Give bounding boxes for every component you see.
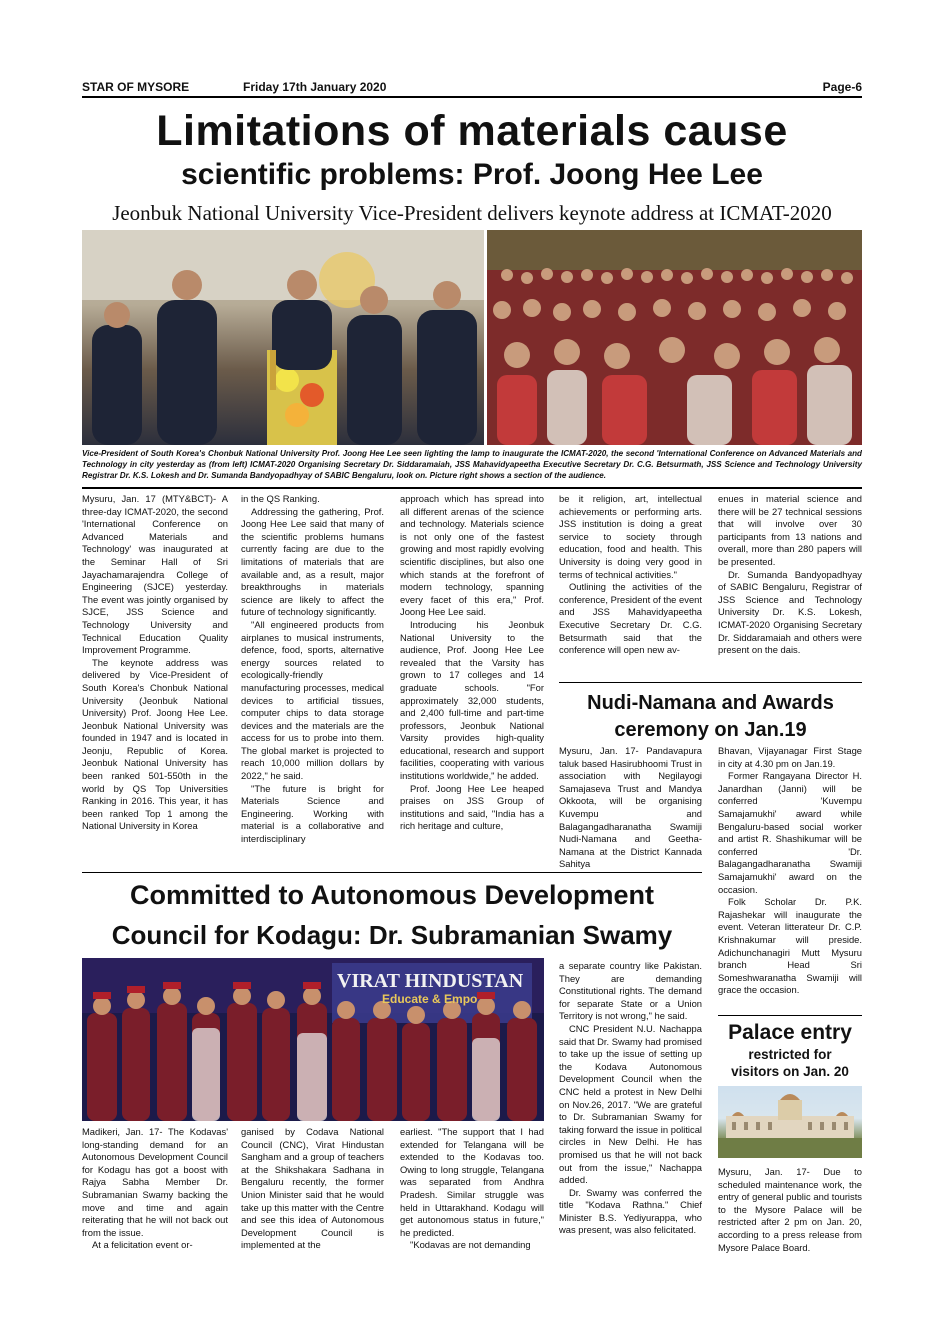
main-headline-line1: Limitations of materials cause	[156, 107, 788, 155]
paragraph: "Kodavas are not demanding	[410, 1239, 531, 1251]
main-column-5	[718, 493, 862, 657]
photo-caption: Vice-President of South Korea's Chonbuk National University Prof. Joong Hee Lee seen lighting the lamp to inaugurate the ICMAT-2020, the second 'International Conference on Advanced Materials and Technology in city yesterday as (from left) ICMAT-2020 Organising Secretary Dr. Siddaramaiah, JSS Mahavidyapeetha Executive Secretary Dr. C.G. Betsurmath, JSS Science and Technology University Registrar Dr. K.S. Lokesh and Dr. Sumanda Bandyopadhyay of SABIC Bengaluru, look on. Picture right shows a section of the audience.	[82, 449, 862, 481]
paragraph: earliest. "The support that I had extended for Telangana will be extended to the Kodavas too. Owing to long struggle, Telangana was separated from Andhra Pradesh. Similar struggle was held in Uttarakhand. Kodagu will get autonomous status in future," he predicted.	[400, 1126, 544, 1238]
caption-rule	[82, 487, 862, 489]
palace-photo-art	[718, 1086, 862, 1158]
lamp-lighting-photo-art	[82, 230, 484, 445]
nudi-headline-line1: Nudi-Namana and Awards	[587, 692, 834, 714]
kodagu-headline-line1: Committed to Autonomous Development	[130, 880, 654, 910]
main-deck: Jeonbuk National University Vice-President delivers keynote address at ICMAT-2020	[112, 201, 832, 225]
paragraph: "The future is bright for Materials Science and Engineering. Working with material is a collaborative and interdisciplinary	[241, 782, 384, 845]
header-rule	[82, 96, 862, 98]
palace-photo	[718, 1086, 862, 1158]
banner-text-line2: Educate & Empo	[382, 992, 478, 1006]
newspaper-name: STAR OF MYSORE	[82, 80, 190, 94]
paragraph: approach which has spread into all different arenas of the science and technology. Materials science is not only one of the fastest growing and most rapidly evolving scientific disciplines, but also one which stands at the forefront of modern technology, spanning every facet of this era," Prof. Joong Hee Lee said.	[400, 493, 544, 618]
paragraph: Dr. Sumanda Bandyopadhyay of SABIC Bengaluru, Registrar of JSS Science and Technology University Dr. K.S. Lokesh, ICMAT-2020 Organising Secretary Dr. Siddaramaiah and others were present on the dais.	[718, 568, 862, 656]
paragraph: Introducing his Jeonbuk National University to the audience, Prof. Joong Hee Lee revealed that the Varsity has grown to 17 colleges and 14 graduate schools. "For approximately 32,000 students, and 2,400 full-time and part-time professors, Jeonbuk National Varsity provides high-quality educational, research and support facilities, cooperating with various institutions worldwide," he added.	[400, 618, 544, 782]
paragraph: "All engineered products from airplanes to musical instruments, defence, food, sports, alternative energy sources related to ecologically-friendly manufacturing processes, medical devices to artificial tissues, computer chips to data storage devices and the materials are the access for us to probe into them. The global market is projected to reach 10,000 million dollars by 2022," he said.	[241, 618, 384, 782]
paragraph: a separate country like Pakistan. They are demanding Constitutional rights. The demand for separate State or a Union Territory is not wrong," he said.	[559, 960, 702, 1022]
kodagu-headline-line2: Council for Kodagu: Dr. Subramanian Swamy	[111, 920, 673, 950]
audience-photo	[487, 230, 862, 445]
nudi-column-2	[718, 745, 862, 997]
paragraph: Addressing the gathering, Prof. Joong Hee Lee said that many of the scientific problems humans currently facing are due to the limitations of materials that are available and, as a result, major breakthroughs in materials science are likely to affect the future of technology significantly.	[241, 505, 384, 618]
paragraph: Mysuru, Jan. 17 (MTY&BCT)- A three-day ICMAT-2020, the second 'International Conference on Advanced Materials and Technology' was inaugurated at the Seminar Hall of Sri Jayachamarajendra College of Engineering (SJCE) yesterday. The event was jointly organised by SJCE, JSS Science and Technology University and Technical Education Quality Improvement Programme.	[82, 493, 228, 656]
paragraph: Former Rangayana Director H. Janardhan (Janni) will be conferred 'Kuvempu Samajamukhi' award while Bengaluru-based social worker and artist R. Shashikumar will be conferred 'Dr. Balagangadharanatha Swamiji Samajamukhi' award on the occasion.	[718, 770, 862, 895]
paragraph: Madikeri, Jan. 17- The Kodavas' long-standing demand for an Autonomous Development Council for Kodagu has got a boost with Rajya Sabha Member Dr. Subramanian Swamy backing the move and time and again reiterating that he will not back out from the issue.	[82, 1126, 228, 1238]
palace-column	[718, 1166, 862, 1254]
paragraph: ganised by Codava National Council (CNC), Virat Hindustan Sangham and a group of teachers at the Shikshakara Sadhana in Bengaluru recently, the former Union Minister said that he would take up this matter with the Centre and see this idea of Autonomous Development Council is implemented at the	[241, 1126, 384, 1251]
banner-text-line1: VIRAT HINDUSTAN	[337, 970, 524, 992]
nudi-headline-line2: ceremony on Jan.19	[614, 719, 807, 741]
paragraph: enues in material science and there will be 27 technical sessions that will involve over 30 participants from 13 nations and overall, more than 280 papers will be presented.	[718, 493, 862, 567]
lamp-lighting-photo	[82, 230, 484, 445]
main-column-4	[559, 493, 702, 657]
kodagu-column-3	[400, 1126, 544, 1252]
kodagu-column-2	[241, 1126, 384, 1252]
paragraph: Folk Scholar Dr. P.K. Rajashekar will inaugurate the event. Veteran litterateur Dr. C.P. Krishnakumar will preside. Adichunchanagiri Mutt Mysuru branch Head Sri Someshwaranatha Swamiji will grace the occasion.	[718, 896, 862, 996]
main-column-2	[241, 493, 384, 846]
felicitation-photo	[82, 958, 544, 1121]
paragraph: CNC President N.U. Nachappa said that Dr. Swamy had promised to take up the issue of setting up the Kodava Autonomous Development Council when the CNC held a protest in New Delhi on Nov.26, 2017. "We are grateful to Dr. Subramanian Swamy for taking forward the issue in political circles in New Delhi. He has promised us that he will not back out from the issue," Nachappa added.	[559, 1022, 702, 1186]
issue-date: Friday 17th January 2020	[243, 80, 387, 94]
paragraph: Outlining the activities of the conference, President of the event and JSS Mahavidyapeetha Executive Secretary Dr. C.G. Betsurmath said that the conference will open new av-	[559, 581, 702, 656]
kodagu-column-1	[82, 1126, 228, 1252]
page-number: Page-6	[822, 80, 862, 94]
palace-subhead-line2: visitors on Jan. 20	[731, 1064, 849, 1079]
paragraph: in the QS Ranking.	[241, 493, 320, 504]
paragraph: Dr. Swamy was conferred the title "Kodava Rathna." Chief Minister B.S. Yediyurappa, who was present, was also felicitated.	[559, 1186, 702, 1236]
main-headline-line2: scientific problems: Prof. Joong Hee Lee	[181, 158, 763, 191]
nudi-rule	[559, 682, 862, 683]
palace-rule	[718, 1015, 862, 1016]
main-column-3	[400, 493, 544, 833]
paragraph: The keynote address was delivered by Vice-President of South Korea's Chonbuk National University (Jeonbuk National University) Prof. Joong Hee Lee. Jeonbuk National University was founded in 1947 and is located in Jeonju, Republic of Korea. Jeonbuk National University has been ranked 501-550th in the world by QS Top Universities Ranking in 2016. This year, it has been ranked Top 1 among the National University in Korea	[82, 656, 228, 832]
paragraph: Prof. Joong Hee Lee heaped praises on JSS Group of institutions and said, "India has a rich heritage and culture,	[400, 782, 544, 832]
main-column-1	[82, 493, 228, 833]
kodagu-column-4	[559, 960, 702, 1237]
paragraph: At a felicitation event or-	[92, 1239, 193, 1251]
paragraph: Mysuru, Jan. 17- Due to scheduled maintenance work, the entry of general public and tourists to the Mysore Palace will be restricted after 2 pm on Jan. 20, according to a press release from Mysore Palace Board.	[718, 1166, 862, 1253]
kodagu-rule	[82, 872, 702, 873]
paragraph: Bhavan, Vijayanagar First Stage in city at 4.30 pm on Jan.19.	[718, 745, 862, 769]
audience-photo-art	[487, 230, 862, 445]
paragraph: Mysuru, Jan. 17- Pandavapura taluk based Hasirubhoomi Trust in association with Negilayogi Samajaseva Trust and Mandya Okkoota, will be organising Kuvempu and Balagangadharanatha Swamiji Nudi-Namana and Geetha-Namana at the District Kannada Sahitya	[559, 745, 702, 870]
palace-subhead-line1: restricted for	[748, 1047, 832, 1062]
palace-headline: Palace entry	[728, 1021, 852, 1044]
nudi-column-1	[559, 745, 702, 871]
paragraph: be it religion, art, intellectual achievements or performing arts. JSS institution is doing a great service to society through education, food and health. This University is doing very good in terms of technical activities."	[559, 493, 702, 580]
